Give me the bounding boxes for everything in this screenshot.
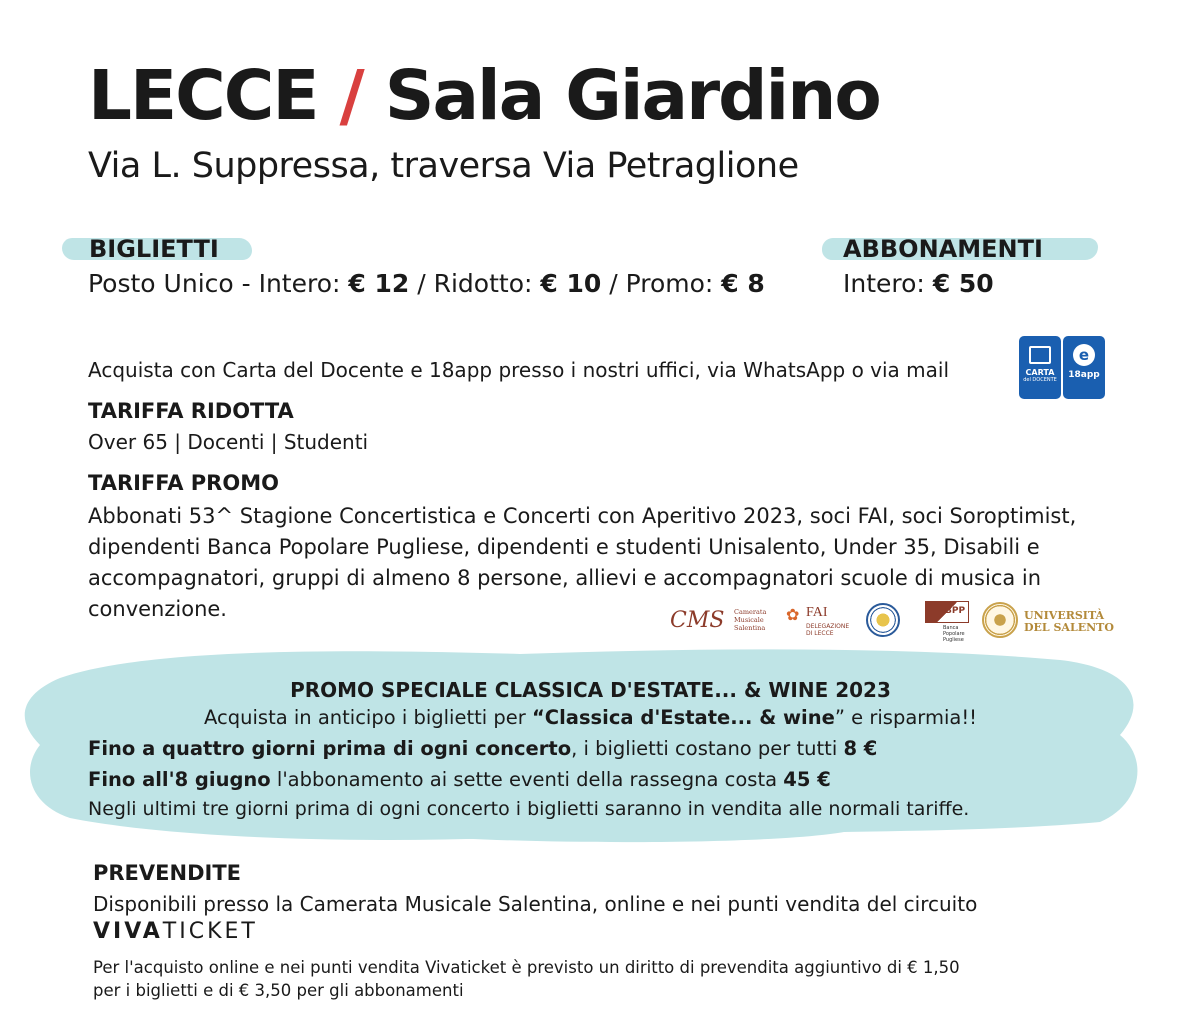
biglietti-sep2: / Promo: — [609, 269, 714, 298]
tariffa-promo-heading: TARIFFA PROMO — [88, 471, 279, 495]
abbonamenti-prefix: Intero: — [843, 269, 925, 298]
bpp-l1: Banca — [943, 625, 959, 631]
promo-heading: PROMO SPECIALE CLASSICA D'ESTATE... & WINE 2023 — [290, 678, 891, 702]
prevendite-heading: PREVENDITE — [93, 861, 241, 885]
fai-mark: FAI — [806, 605, 828, 620]
fai-text — [806, 623, 849, 637]
cms-l3: Salentina — [734, 624, 766, 632]
prevendite-text: Disponibili presso la Camerata Musicale Salentina, online e nei punti vendita del circuito — [93, 892, 978, 916]
unisalento-seal-icon — [982, 602, 1018, 638]
cms-l2: Musicale — [734, 616, 764, 624]
bpp-l3: Pugliese — [943, 637, 964, 643]
carta-icon — [1029, 346, 1051, 364]
acquista-info: Acquista con Carta del Docente e 18app presso i nostri uffici, via WhatsApp o via mail — [88, 358, 950, 382]
price-intero: € 12 — [348, 269, 410, 298]
uni-l1: UNIVERSITÀ — [1024, 609, 1105, 622]
cms-l1: Camerata — [734, 608, 767, 616]
app18-badge — [1063, 336, 1105, 399]
biglietti-prices — [88, 269, 765, 298]
promo-line1-pre: Acquista in anticipo i biglietti per — [204, 706, 526, 729]
promo-line3 — [88, 768, 831, 791]
tariffa-ridotta-heading: TARIFFA RIDOTTA — [88, 399, 294, 423]
cms-text — [734, 608, 766, 632]
promo-line1 — [0, 706, 1181, 729]
fai-flower-icon: ✿ — [786, 605, 800, 624]
promo-line2-price: 8 € — [843, 737, 878, 760]
biglietti-heading: BIGLIETTI — [89, 235, 219, 263]
price-promo: € 8 — [721, 269, 765, 298]
uni-l2: DEL SALENTO — [1024, 621, 1114, 634]
bpp-l2: Popolare — [943, 631, 965, 637]
logo-cms — [670, 606, 775, 636]
promo-line3-price: 45 € — [783, 768, 831, 791]
bpp-mark: BPP — [945, 606, 966, 616]
vivaticket-viva: VIVA — [93, 919, 163, 944]
logo-unisalento — [1024, 610, 1114, 634]
tariffa-ridotta-text: Over 65 | Docenti | Studenti — [88, 430, 369, 454]
biglietti-prefix: Posto Unico - Intero: — [88, 269, 341, 298]
promo-line2-bold: Fino a quattro giorni prima di ogni concerto — [88, 737, 572, 760]
promo-line3-bold: Fino all'8 giugno — [88, 768, 271, 791]
title-slash: / — [339, 56, 363, 136]
logo-bpp — [925, 601, 971, 645]
carta-badge-sub: del DOCENTE — [1023, 377, 1057, 383]
logo-fai — [786, 605, 858, 639]
promo-line1-post: ” e risparmia!! — [834, 706, 977, 729]
city-name: LECCE — [88, 56, 318, 136]
biglietti-sep1: / Ridotto: — [417, 269, 533, 298]
promo-line1-bold: “Classica d'Estate... & wine — [531, 706, 835, 729]
vivaticket-ticket: TICKET — [162, 919, 258, 944]
fai-l2: DI LECCE — [806, 630, 834, 637]
vivaticket-logo — [93, 919, 258, 944]
app18-icon: e — [1073, 344, 1095, 366]
cms-mark: CMS — [670, 608, 725, 633]
fai-l1: DELEGAZIONE — [806, 623, 850, 630]
promo-line2 — [88, 737, 877, 760]
carta-badge-title: CARTA — [1025, 368, 1055, 377]
abbonamenti-prices — [843, 269, 994, 298]
carta-docente-badge — [1019, 336, 1061, 399]
promo-line3-mid: l'abbonamento ai sette eventi della rassegna costa — [276, 768, 778, 791]
prevendite-note-1: Per l'acquisto online e nei punti vendita Vivaticket è previsto un diritto di prevendita aggiuntivo di € 1,50 — [93, 958, 960, 977]
venue-name: Sala Giardino — [384, 56, 880, 136]
promo-line4: Negli ultimi tre giorni prima di ogni concerto i biglietti saranno in vendita alle normali tariffe. — [88, 798, 970, 820]
tariffa-promo-text: Abbonati 53^ Stagione Concertistica e Concerti con Aperitivo 2023, soci FAI, soci Soroptimist, dipendenti Banca Popolare Pugliese, dipendenti e studenti Unisalento, Under 35, Disabili e accompagnatori, gruppi di almeno 8 persone, allievi e accompagnatori scuole di musica in convenzione. — [88, 504, 1077, 621]
prevendite-note-2: per i biglietti e di € 3,50 per gli abbonamenti — [93, 981, 464, 1000]
abbonamenti-heading: ABBONAMENTI — [843, 235, 1043, 263]
price-ridotto: € 10 — [540, 269, 602, 298]
venue-address: Via L. Suppressa, traversa Via Petraglione — [88, 146, 799, 186]
promo-line2-mid: , i biglietti costano per tutti — [571, 737, 838, 760]
page-title — [88, 56, 880, 136]
soroptimist-seal-icon — [866, 603, 900, 637]
app18-label: 18app — [1068, 370, 1100, 380]
price-abbonamento: € 50 — [932, 269, 994, 298]
